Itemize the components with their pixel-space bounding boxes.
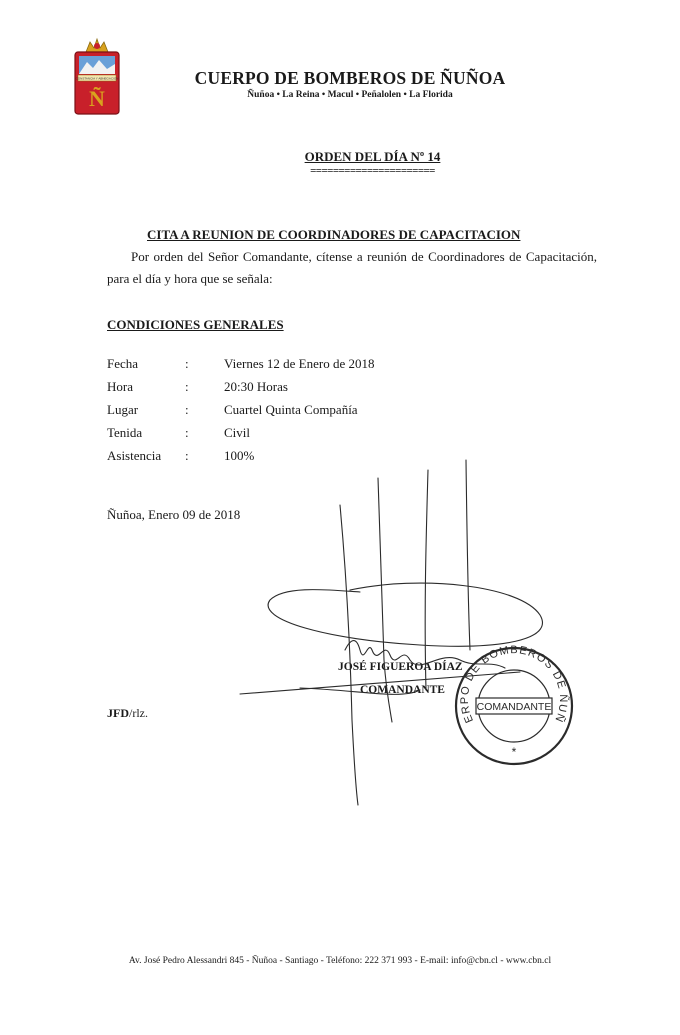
stamp-star: * — [511, 745, 517, 759]
condition-value: 100% — [224, 448, 255, 463]
organization-name: CUERPO DE BOMBEROS DE ÑUÑOA — [194, 68, 506, 88]
condition-label: Hora — [107, 379, 133, 394]
stamp-center-text: COMANDANTE — [476, 701, 552, 713]
stamp-ring-text: CUERPO DE BOMBEROS DE ÑUÑOA — [447, 635, 570, 725]
signatory-name: JOSÉ FIGUEROA DÍAZ — [338, 661, 463, 673]
condition-value: Cuartel Quinta Compañía — [224, 402, 358, 417]
commander-stamp — [447, 635, 576, 768]
order-title-rule: ====================== — [310, 165, 435, 177]
condition-label: Asistencia — [107, 448, 162, 463]
author-initials — [107, 706, 148, 721]
condition-value: 20:30 Horas — [224, 379, 288, 394]
condition-separator: : — [185, 448, 189, 463]
conditions-title: CONDICIONES GENERALES — [107, 317, 284, 332]
logo-banner-text: CONSTANCIA Y ABNEGACION — [75, 76, 119, 81]
condition-separator: : — [185, 402, 189, 417]
citation-body: Por orden del Señor Comandante, cítense a reunión de Coordinadores de Capacitación, para el día y hora que se señala: — [107, 249, 597, 286]
footer-contact: Av. José Pedro Alessandri 845 - Ñuñoa - Santiago - Teléfono: 222 371 993 - E-mail: info@cbn.cl - www.cbn.cl — [128, 956, 552, 966]
condition-value: Viernes 12 de Enero de 2018 — [224, 356, 375, 371]
logo-letter: Ñ — [89, 86, 105, 111]
citation-title: CITA A REUNION DE COORDINADORES DE CAPACITACION — [147, 227, 521, 242]
order-title: ORDEN DEL DÍA Nº 14 — [304, 149, 441, 164]
condition-value: Civil — [224, 425, 251, 440]
condition-separator: : — [185, 379, 189, 394]
condition-separator: : — [185, 356, 189, 371]
condition-separator: : — [185, 425, 189, 440]
organization-communes: Ñuñoa • La Reina • Macul • Peñalolen • La Florida — [247, 90, 453, 100]
condition-label: Fecha — [107, 356, 139, 371]
condition-label: Tenida — [107, 425, 143, 440]
signatory-role: COMANDANTE — [360, 684, 445, 696]
initials-rest: /rlz. — [129, 706, 148, 720]
place-and-date: Ñuñoa, Enero 09 de 2018 — [107, 507, 241, 522]
initials-bold: JFD — [107, 706, 129, 720]
condition-label: Lugar — [107, 402, 139, 417]
